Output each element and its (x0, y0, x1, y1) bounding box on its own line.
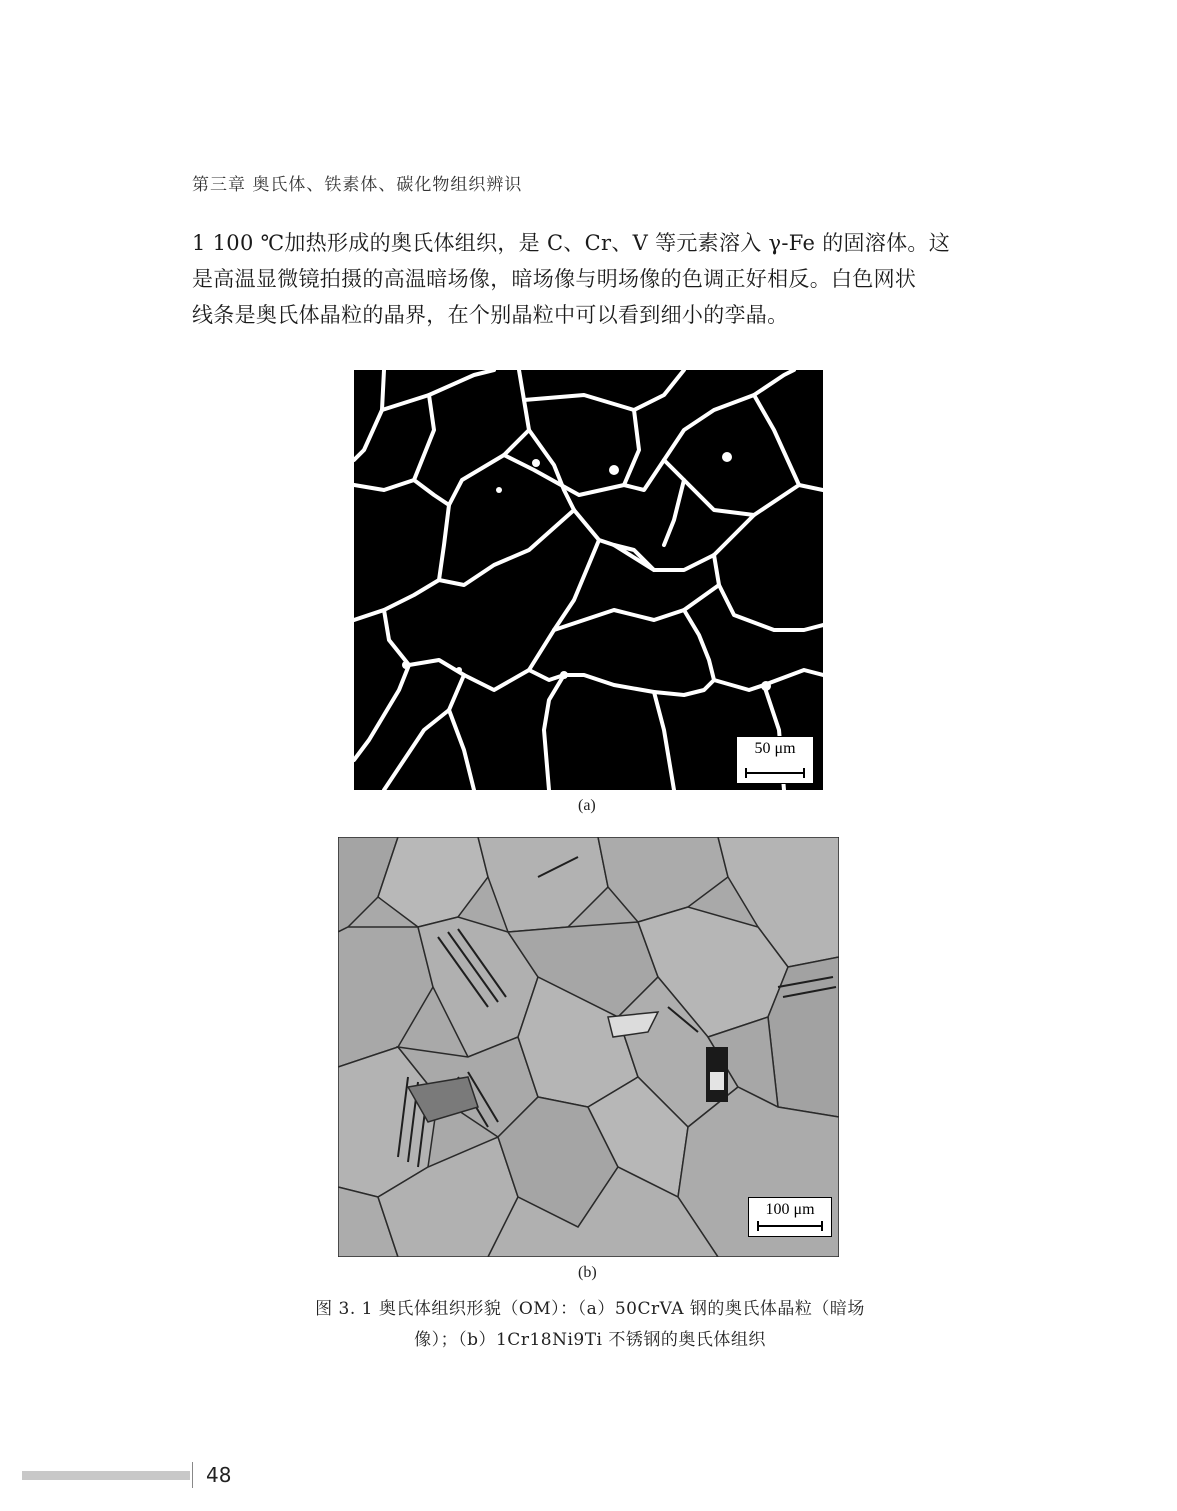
scale-label-b: 100 μm (765, 1201, 815, 1218)
page-number: 48 (206, 1463, 232, 1487)
figure-b-label: (b) (578, 1264, 597, 1281)
figure-caption-line-1: 图 3. 1 奥氏体组织形貌（OM）：（a）50CrVA 钢的奥氏体晶粒（暗场 (315, 1299, 865, 1319)
scale-bar-line-b (757, 1225, 823, 1227)
figure-caption-line-2: 像）；（b）1Cr18Ni9Ti 不锈钢的奥氏体组织 (414, 1330, 766, 1350)
figure-a-label: (a) (578, 797, 596, 814)
scale-bar-b (748, 1197, 832, 1237)
austenite-grains-b (338, 837, 839, 1257)
micrograph-b-bright-field (338, 837, 839, 1257)
scale-bar-a (736, 736, 814, 784)
chapter-header: 第三章 奥氏体、铁素体、碳化物组织辨识 (192, 175, 523, 195)
scale-bar-line-a (745, 772, 805, 774)
footer-decor-bar (22, 1471, 190, 1480)
body-line-3: 线条是奥氏体晶粒的晶界，在个别晶粒中可以看到细小的孪晶。 (192, 303, 789, 327)
micrograph-a-dark-field (354, 370, 823, 790)
body-line-1: 1 100 ℃加热形成的奥氏体组织，是 C、Cr、V 等元素溶入 γ-Fe 的固溶体。这 (192, 231, 951, 255)
footer-separator (192, 1462, 193, 1488)
body-line-2: 是高温显微镜拍摄的高温暗场像，暗场像与明场像的色调正好相反。白色网状 (192, 267, 917, 291)
scale-label-a: 50 μm (754, 740, 796, 757)
grain-boundary-network-a (354, 370, 823, 790)
body-paragraph (192, 225, 992, 333)
